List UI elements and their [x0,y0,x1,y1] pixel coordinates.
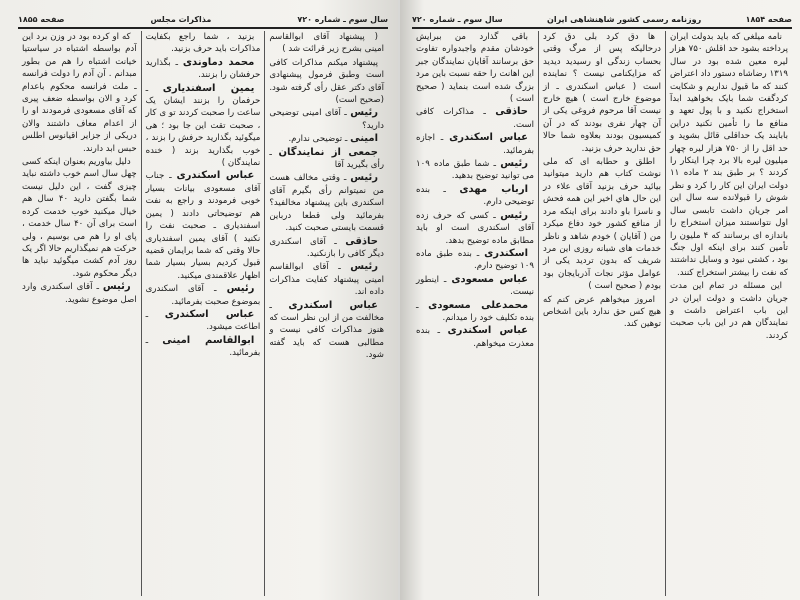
paragraph-text: ـ شما طبق ماده ۱۰۹ می توانید توضیح بدهید. [416,159,534,182]
paragraph-text: امروز میخواهم عرض کنم که هیچ کس حق ندارد باین اشخاص توهین کند. [543,294,661,330]
paragraph-text: ها دق کرد بلی دق کرد درحالیکه پس از مرگ وقتی بحساب زندگی او رسیدید دیدید که مزایکنامی نیست ؟ نماینده است ( عباس اسکندری ـ از موضوع خارج است ) هیچ خارج نیست آقا مرحوم فروغی یکی از آن چهار نفری بودند که در آن کمیسیون بودند بعلاوه شما حالا حق ندارید حرف بزنید. [543,32,661,154]
paragraph-text: ـ بفرمائید. [145,335,261,359]
speaker-name: عباس اسکندری [176,170,255,182]
paragraph-text: ـ بنده معذرت میخواهم. [416,326,534,349]
paragraph-text: ـ جناب آقای مسعودی بیانات بسیار خوبی فرمودند و راجع به نفت هم توضیحاتی دادند ( یمین اسفندیاری ـ صحبت نفت را نکنید ) آقای یمین اسفندیاری حالا وقتی که شما برایمان قضیه قبول کردیم بسیار بسیار شما اظهار علاقمندی میکنید. [145,171,261,281]
paragraph-text: ـ بگذارید حرفشان را بزنند. [145,57,261,81]
page-number: صفحه ۱۸۵۵ [18,14,65,24]
text-column [18,31,141,596]
paragraph-text: ـ رأی بگیرید آقا [269,147,384,171]
paragraph-text: ـ حرفمان را بزنند ایشان یک ساعت را صحبت کردند تو ی کار ، صحبت تقت این جا بود ؛ هی میگوئید بگذارید حرفش را بزند ، خوب بگذارید بزند ( خنده نمایندگان ) [145,83,261,169]
speaker-name: حاذقی [495,106,528,118]
speaker-name: رئیس [102,281,131,293]
page-header [412,12,792,26]
paragraph [22,31,137,155]
speaker-name: ارباب مهدی [459,183,529,195]
paragraph [269,31,384,56]
paragraph [543,156,661,292]
paragraph [670,31,788,279]
paragraph-text: ـ مخالفت من از این نظر است که هنوز مذاکرات کافی نیست و مطالبی هست که باید گفته شود. [269,300,384,361]
text-column [665,31,792,596]
text-columns [412,31,792,596]
paragraph [146,83,261,170]
paragraph-text: که او کرده بود در وزن برد این آدم بواسطه اشتباه در سیاستیا خیانت اشتباه را هم من بطور مبدانم . آن آدم را دولت فرانسه ـ ملت فرانسه محکوم باعدام کرد و الان بواسطه ضعف پیری که آقای مسعودی فرمودند او را از اعدام معاف داشتند والان دریکی از جزایر اقیانوس اطلس حبس ابد دارند. [21,32,137,154]
issue-label: سال سوم ـ شماره ۷۲۰ [297,14,388,24]
paragraph [269,133,384,145]
paragraph [146,170,261,282]
page-number: صفحه ۱۸۵۴ [745,14,792,24]
paragraph-text: ـ آقای اسکندری بموضوع صحبت بفرمائید. [145,284,261,307]
speaker-name: جمعی از نمایندگان [278,146,378,158]
paragraph [269,57,384,107]
paragraph-text: ـ آقای ابوالقاسم امینی پیشنهاد کفایت مذاکرات داده اند. [269,262,384,298]
paragraph [22,281,137,306]
paragraph-text: ـ وقتی مخالف هست من نمیتوانم رأی بگیرم آقای اسکندری باین پیشنهاد مخالفید؟ بفرمائید ولی قطعا درباین قسمت بایستی صحبت کنید. [269,173,384,234]
paragraph [416,210,534,247]
right-page [400,0,800,600]
speaker-name: عباس اسکندری [164,308,255,320]
paragraph [670,280,788,342]
page-header [18,12,388,26]
paragraph-text: پیشنهاد میکنم مذاکرات کافی است وطبق فرمول پیشنهادی آقای دکتر عقل رأی گرفته شود. (صحیح است) [269,57,384,106]
speaker-name: رئیس [500,209,528,221]
header-rule [18,27,388,29]
paragraph [269,107,384,132]
text-column [264,31,388,596]
speaker-name: عباس اسکندری [288,299,378,311]
paragraph [146,283,261,308]
newspaper-title: روزنامه رسمی کشور شاهنشاهی ایران [547,14,702,24]
speaker-name: رئیس [500,158,529,170]
paragraph-text: ـ آقای اسکندری دیگر کافی را بازنکنید. [269,236,384,259]
issue-label: سال سوم ـ شماره ۷۲۰ [412,14,503,24]
paragraph [416,274,534,299]
text-column [538,31,665,596]
paragraph [543,294,661,331]
paragraph [416,248,534,273]
speaker-name: رئیس [350,107,378,119]
paragraph [416,325,534,350]
paragraph [416,184,534,209]
paragraph-text: ـ توضیحی ندارم. [288,134,348,145]
paragraph-text: ـ کسی که حرف زده آقای اسکندری است او باید مطابق ماده توضیح بدهد. [416,210,534,246]
speaker-name: ابوالقاسم امینی [162,334,255,346]
paragraph [416,31,534,105]
paragraph-text: این مسئله در تمام این مدت جریان داشت و دولت ایران در این باب اعتراض داشت و نمایندگان هم در این باب صحبت کردند. [670,281,788,341]
speaker-name: رئیس [350,261,379,273]
paragraph-text: ـ اطاعت میشود. [145,309,261,333]
paragraph [269,261,384,298]
paragraph [416,106,534,131]
paragraph-text: اطلق و حطابه ای که ملی نوشت کتاب هم دارید میتوانید بیائید حرف بزنید آقای علاء در این حال هاي اخير این همه فحش و ناسزا باو دادند برای اینکه مرد از منافع کشور خود دفاع میکرد من ( آقایان ) خودم شاهد و ناظر خدمات های شبانه روزی این مرد شریف که بدون تردید یکی از عوامل مؤثر نجات آذربایجان بود بودم ( صحیح است ) [543,157,661,292]
paragraph [146,309,261,334]
speaker-name: حاذقی [345,235,379,247]
speaker-name: یمین اسفندیاری [162,82,255,94]
paragraph-text: ـ مذاکرات کافی است. [416,107,534,130]
paragraph-text: بزنید ، شما راجع بکفایت مذاکرات باید حرف بزنید. [145,32,261,55]
paragraph [146,335,261,360]
paragraph-text: باقی گذارد من ببرایش خودشان مقدم واجبدواره تفاوت حق برسانند آقایان نمایندگان جبر این اهانت را حقه نسبت باین مرد بزرگ شده است بنماید ( صحیح است ) [416,32,534,105]
paragraph [269,172,384,234]
paragraph [416,300,534,325]
paragraph [146,57,261,82]
paragraph [146,31,261,56]
paragraph [269,236,384,261]
speaker-name: محمدعلی مسعودی [428,299,529,311]
speaker-name: عباس اسکندری [449,132,528,144]
text-column [141,31,265,596]
paragraph-text: ( پیشنهاد آقای ابوالقاسم امینی بشرح زیر قرائت شد ) [269,32,384,55]
paragraph-text: ـ آقای اسکندری وارد اصل موضوع نشوید. [21,282,137,305]
paragraph [269,300,384,362]
paragraph [543,31,661,155]
paragraph-text: دلیل بیاوریم بعنوان اینکه کسی چهل سال اسم خوب داشته نباید چیزی گفت ، این دلیل نیست شما بگفتن دارید ۴۰ سال هم خیال میکنید خوب خدمت کرده است برای آن ۴۰ سال خدمت ، پای او را هم می بوسیم ، ولی حرکت هم نمیگذاریم حالا اگر یک روز آدم کشت میگوئید نباید ها دیگر محکوم شود. [21,157,137,279]
text-columns [18,31,388,596]
paragraph [416,158,534,183]
speaker-name: رئیس [350,172,378,184]
paragraph [22,156,137,280]
text-column [412,31,538,596]
paragraph-text: ـ بنده طبق ماده ۱۰۹ توضیح دارم. [416,248,534,272]
paragraph-text: ـ بنده تکلیف خود را میدانم. [416,300,534,323]
speaker-name: رئیس [226,283,255,295]
speaker-name: محمد دماوندی [182,56,255,68]
paragraph-text: نامه میلغی که باید بدولت ایران پرداخته بشود حد اقلش ۷۵۰ هزار لیره معین شده بود در سال ۱۳۱۹ رضاشاه دستور داد اعتراض کنند که ما قبول نداریم و شکایت کردگفت شما بایک بخواهید ابدآ استخراج نکنید و با پول تعهد و منافع ما را تأمین نکنید دراین بابایند یک حداقلی قائل بشوید و حد اقل را از ۷۵۰ هزار لیره چهار میلیون لیره بالا برد چرا اینکار را کردند ؟ بر طبق بند ۲ ماده ۱۱ دولت ایران این کار را کرد و نظر شوش را قبولانده سه سال این امر جریان داشت تابسی سال اول نتوانستند میزان استخراج را باندازه ای برسانند که ۴ ملیون را تأمین کنند برای اینکه اول جنگ بود ، کشتی نبود و وسایل نداشتند که نفت را بیشتر استخراج کنند. [670,32,789,278]
speaker-name: عباس اسکندری [447,325,528,337]
speaker-name: امینی [350,133,378,145]
left-page [0,0,398,600]
speaker-name: عباس مسعودی [451,273,528,285]
speaker-name: اسکندری [484,247,528,259]
paragraph [269,147,384,172]
paragraph-text: ـ بنده توضیحی دارم. [416,184,534,208]
header-rule [412,27,792,29]
paragraph-text: ـ آقای امینی توضیحی دارید؟ [269,108,384,131]
paragraph-text: ـ اینطور نیست. [416,274,534,298]
paragraph-text: ـ اجازه بفرمائید. [416,133,534,156]
section-title: مذاکرات مجلس [150,14,212,24]
paragraph [416,132,534,157]
